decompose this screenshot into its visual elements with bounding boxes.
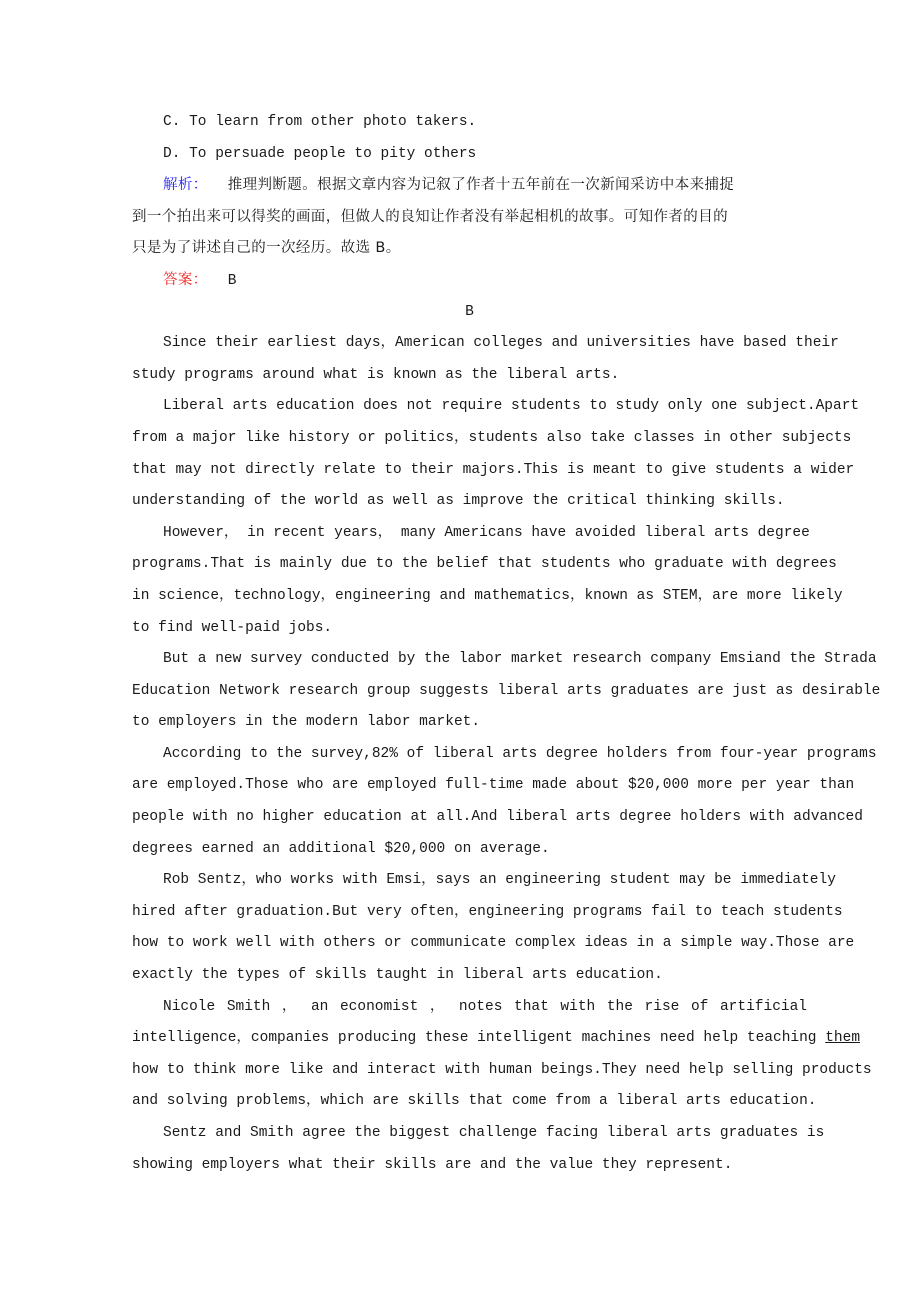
- analysis-line: 只是为了讲述自己的一次经历。故选 B。: [132, 240, 401, 257]
- text-line: are employed.Those who are employed full-time made about $20,000 more per year than: [132, 777, 855, 794]
- text-line: Sentz and Smith agree the biggest challenge facing liberal arts graduates is: [163, 1125, 825, 1141]
- underlined-word: them: [825, 1030, 861, 1047]
- text-line: study programs around what is known as the liberal arts.: [132, 366, 620, 383]
- paragraph-5: [132, 739, 877, 865]
- answer-value: B: [227, 272, 237, 289]
- analysis-text: 推理判断题。根据文章内容为记叙了作者十五年前在一次新闻采访中本来捕捉: [227, 177, 735, 194]
- text-line: to find well-paid jobs.: [132, 619, 333, 636]
- paragraph-6: [132, 865, 855, 991]
- text-segment: intelligence，companies producing these intelligent machines need help teaching: [132, 1030, 826, 1047]
- analysis-line: 到一个拍出来可以得奖的画面，但做人的良知让作者没有举起相机的故事。可知作者的目的: [132, 208, 728, 225]
- analysis-label: 解析：: [163, 177, 208, 194]
- text-line: how to work well with others or communicate complex ideas in a simple way.Those are: [132, 935, 855, 952]
- text-line: in science，technology，engineering and mathematics，known as STEM，are more likely: [132, 587, 843, 604]
- text-line: and solving problems，which are skills that come from a liberal arts education.: [132, 1093, 817, 1110]
- text-line: Rob Sentz，who works with Emsi，says an engineering student may be immediately: [163, 872, 836, 889]
- text-line: Education Network research group suggests liberal arts graduates are just as desirable: [132, 682, 881, 699]
- option-d: D. To persuade people to pity others: [163, 145, 477, 162]
- text-line: Nicole Smith ， an economist ， notes that with the rise of artificial: [163, 998, 807, 1015]
- answer-line: [132, 265, 807, 297]
- answer-label: 答案：: [163, 271, 208, 288]
- text-line: Liberal arts education does not require students to study only one subject.Apart: [163, 398, 860, 415]
- text-line: exactly the types of skills taught in liberal arts education.: [132, 967, 663, 984]
- paragraph-7: [132, 992, 872, 1118]
- option-c: C. To learn from other photo takers.: [163, 114, 477, 130]
- paragraph-2: [132, 391, 860, 517]
- text-line: [132, 1023, 861, 1055]
- document-page: [132, 107, 881, 1181]
- text-line: understanding of the world as well as improve the critical thinking skills.: [132, 493, 785, 510]
- text-line: According to the survey,82% of liberal arts degree holders from four-year programs: [163, 745, 877, 762]
- paragraph-1: [132, 328, 839, 391]
- paragraph-3: [132, 518, 843, 644]
- text-line: However， in recent years， many Americans have avoided liberal arts degree: [163, 524, 810, 541]
- analysis-line: [132, 170, 807, 202]
- paragraph-4: [132, 644, 881, 739]
- text-line: degrees earned an additional $20,000 on average.: [132, 840, 550, 857]
- text-line: how to think more like and interact with human beings.They need help selling products: [132, 1061, 872, 1078]
- text-line: that may not directly relate to their majors.This is meant to give students a wider: [132, 461, 855, 478]
- text-line: Since their earliest days，American colleges and universities have based their: [163, 335, 839, 352]
- text-line: to employers in the modern labor market.: [132, 714, 481, 731]
- section-heading: B: [465, 303, 474, 320]
- text-line: people with no higher education at all.And liberal arts degree holders with advanced: [132, 809, 863, 826]
- text-line: from a major like history or politics，students also take classes in other subjects: [132, 429, 852, 446]
- text-line: programs.That is mainly due to the belief that students who graduate with degrees: [132, 556, 837, 573]
- text-line: But a new survey conducted by the labor market research company Emsiand the Strada: [163, 651, 877, 668]
- text-line: showing employers what their skills are and the value they represent.: [132, 1156, 733, 1173]
- paragraph-8: [132, 1118, 825, 1181]
- text-line: hired after graduation.But very often，engineering programs fail to teach students: [132, 903, 843, 920]
